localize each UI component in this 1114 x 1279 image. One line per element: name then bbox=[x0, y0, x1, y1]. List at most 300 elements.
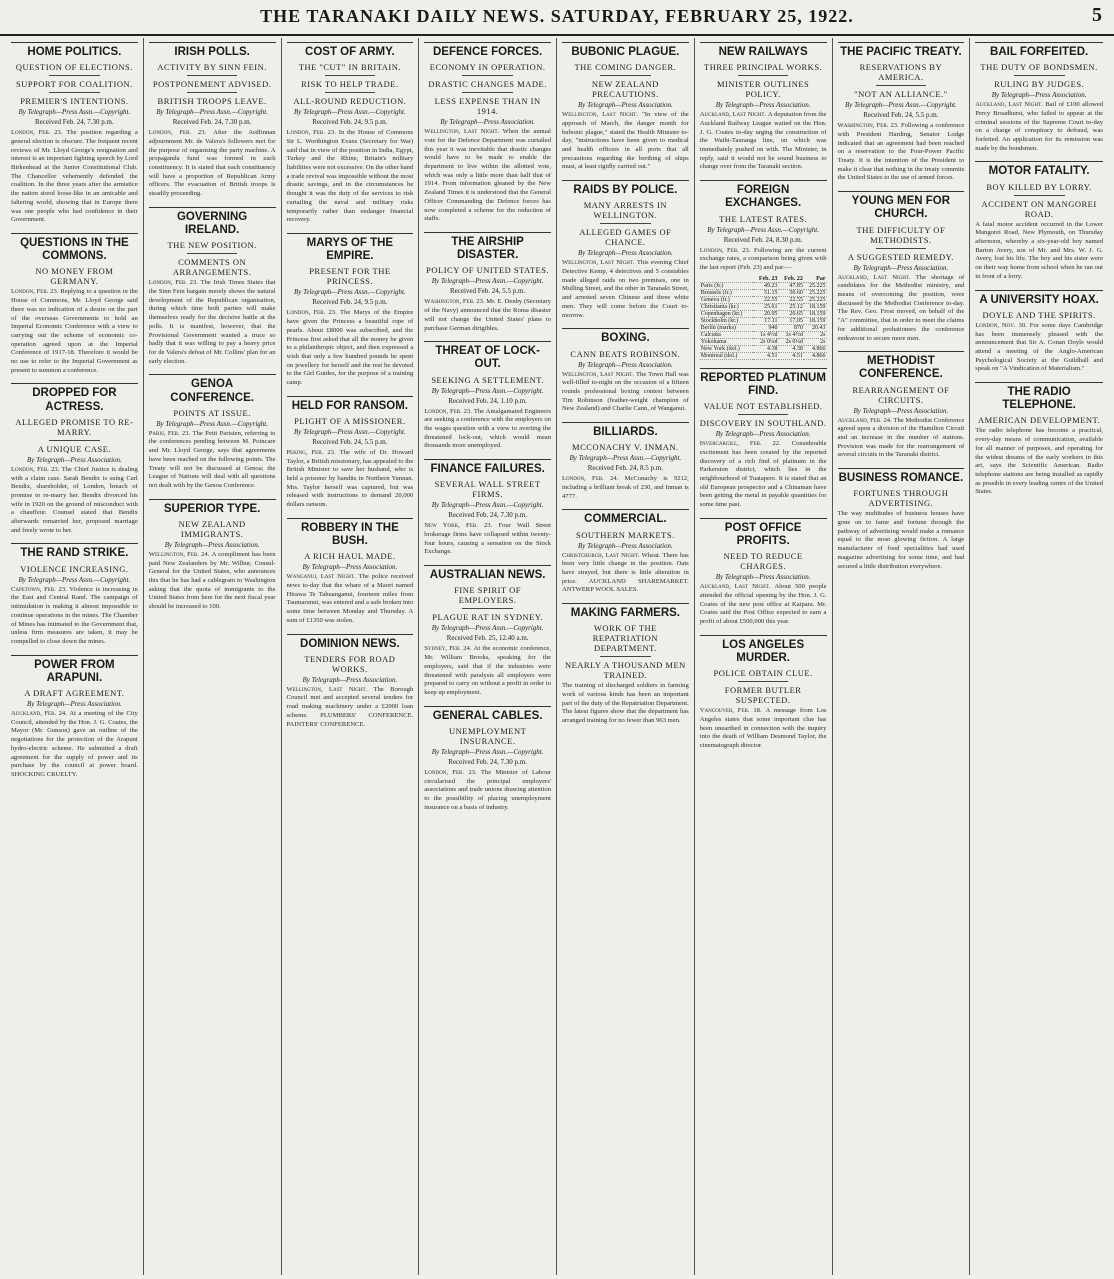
article-received: Received Feb. 24, 7.30 p.m. bbox=[448, 757, 527, 766]
article-body: Wellington, Feb. 24. A compliment has been paid New Zealanders by Mr. Wilbur, Consul-General for the United States, who announces this that he has had a cablegram to Washington asking that the quota of immigrants to the United States from here for the next fiscal year should be increased to 100. bbox=[148, 550, 276, 611]
article-body: London, Feb. 23. The Amalgamated Engineers are seeking a conference with the employers on the wages question with a view to averting the threatened lock-out, which would mean thousands more unemployed. bbox=[424, 407, 551, 450]
article-received: Received Feb. 24, 5.5 p.m. bbox=[450, 287, 526, 296]
column-3 bbox=[282, 38, 420, 1275]
article-subhead: MCCONACHY V. INMAN. bbox=[572, 442, 679, 453]
article-subhead: THE COMING DANGER. bbox=[574, 62, 677, 73]
article-body: Wellington, Last Night. This evening Chief Detective Kemp, 4 detectives and 5 constables made alleged raids on two premises, one in Mulling Street, and the other in Taranaki Street, and arrested seven Chinese and three white men. They will come before the Court to-morrow. bbox=[562, 259, 689, 319]
article-byline: By Telegraph—Press Assn.—Copyright. bbox=[156, 419, 268, 428]
table-header-cell: Par bbox=[804, 276, 827, 283]
table-cell: 2s 0¼d bbox=[779, 338, 804, 345]
article-headline: RAIDS BY POLICE. bbox=[562, 180, 689, 197]
article-subhead: SOUTHERN MARKETS. bbox=[576, 529, 675, 540]
article bbox=[11, 42, 138, 225]
article-subhead: QUESTION OF ELECTIONS. bbox=[15, 62, 133, 73]
article-dateline: Wanganui, Last Night. bbox=[286, 573, 359, 581]
article-dateline: Washington, Feb. 23. bbox=[424, 298, 487, 306]
article-dateline: Wellington, Last Night. bbox=[562, 111, 643, 119]
article-dateline: Capetown, Feb. 23. bbox=[11, 585, 70, 593]
article-subhead: FINE SPIRIT OF EMPLOYERS. bbox=[454, 585, 522, 606]
article-subhead: TENDERS FOR ROAD WORKS. bbox=[304, 653, 396, 674]
article-headline: MOTOR FATALITY. bbox=[975, 161, 1103, 178]
article-headline: THE AIRSHIP DISASTER. bbox=[424, 232, 551, 262]
article-headline: BUBONIC PLAGUE. bbox=[562, 42, 689, 59]
article-body: Wellington, Last Night. The Town Hall was well-filled to-night on the occasion of a fifteen rounds professional boxing contest between Tim Robinson (feather-weight champion of New Zealand) and Charlie Cann, of Wanganui. bbox=[562, 370, 689, 413]
article-subhead: ACTIVITY BY SINN FEIN. bbox=[157, 62, 267, 73]
article-subhead: ALLEGED PROMISE TO RE-MARRY. bbox=[15, 416, 134, 437]
article-subhead: REARRANGEMENT OF CIRCUITS. bbox=[852, 384, 950, 405]
article-subhead: FORTUNES THROUGH ADVERTISING. bbox=[853, 488, 949, 509]
masthead bbox=[0, 0, 1114, 36]
table-row bbox=[700, 352, 827, 359]
article bbox=[562, 422, 689, 501]
article-byline: By Telegraph—Press Assn.—Copyright. bbox=[431, 386, 544, 395]
article-received: Received Feb. 24, 9.5 p.m. bbox=[312, 118, 388, 127]
article-dateline: London, Feb. 23. bbox=[148, 129, 214, 137]
article-dateline: Christchurch, Last Night. bbox=[562, 551, 642, 559]
table-cell: 20.43 bbox=[804, 324, 827, 331]
article-body: Auckland, Last Night. About 500 people attended the official opening by the Hon. J. G. Coates of the new post office at Kaipara. Mr. Coates said the Post Office expected to earn a profit of about £500,000 this year. bbox=[699, 583, 827, 625]
article-body: Wellington, Last Night. "In view of the approach of March, the danger month for bubonic plague," stated the Health Minister to-day, "instructions have been given to medical and health officers in all ports that all precautions regarding the berthing of ships must, at least rigidly carried out." bbox=[562, 111, 689, 171]
article-received: Received Feb. 24, 1.10 p.m. bbox=[448, 396, 527, 405]
article-subhead: THE LATEST RATES. bbox=[719, 213, 808, 224]
article-body: Paris, Feb. 23. The Petit Parisien, referring to the conferences pending between M. Poincare and Mr. Lloyd George, says that agreements have been reached on the following points. The Treaty will not be discussed at Genoa; the League of Nations will deal with all questions not dealt with by the Genoa Conference. bbox=[148, 429, 276, 489]
article-body: Auckland, Feb. 24. At a meeting of the City Council, attended by the Hon. J. G. Coates, the Mayor (Mr. Gunson) gave an outline of the negotiations for the protection of the Arapuni hydro-electric scheme. He submitted a draft agreement for the supply of power and its purchase by the council at power board. SHOCKING CRUELTY. bbox=[11, 710, 138, 778]
article-headline: ROBBERY IN THE BUSH. bbox=[287, 518, 414, 548]
article bbox=[149, 42, 276, 199]
article-dateline: London, Feb. 23. bbox=[11, 288, 61, 296]
article-subhead: FORMER BUTLER SUSPECTED. bbox=[724, 685, 802, 706]
article-body: London, Feb. 23. The position regarding a general election is obscure. The frequent recent reviews of Mr. Lloyd George's resignation and interest is an important fighting speech by Lord Birkenhead at the Junior Constitutional Club. The Chancellor vehemently defended the coalition. In the three years after the armistice the nation stood loose-like in an amicable and faltering world, showing that in Europe there was one people who had confidence in their Government. bbox=[11, 129, 138, 224]
article-headline: YOUNG MEN FOR CHURCH. bbox=[838, 191, 965, 221]
article-subhead: ECONOMY IN OPERATION. bbox=[429, 62, 546, 73]
subhead-divider bbox=[49, 92, 100, 93]
article-body: Auckland, Last Night. The shortage of candidates for the Methodist ministry, and means of overcoming the position, were discussed by the Methodist Conference to-day. The Rev. Geo. Frost moved, on behalf of the "A" committee, that in order to meet the claims for additional probationers the conference endeavour to secure more men. bbox=[837, 273, 965, 342]
article-headline: THE RAND STRIKE. bbox=[11, 543, 138, 560]
column-8 bbox=[970, 38, 1108, 1275]
article-body: London, Feb. 23. After the Ardfinnan adjournment Mr. de Valera's followers met for the purpose of organising the party machine. A propaganda fund was formed in each constituency. It is stated that each constituency will have a proportion of Republican Army officers. The evacuation of British troops is steadily proceeding. bbox=[148, 129, 276, 198]
article-body: Capetown, Feb. 23. Violence is increasing in the East and Central Rand. The campaign of intimidation is making it almost impossible to continue operations in the mines. The Chamber of Mines has intimated to the Government that, unless firm measures are taken, it may be compelled to close down the mines. bbox=[11, 585, 138, 645]
article-subhead: POINTS AT ISSUE. bbox=[173, 407, 251, 418]
article bbox=[562, 180, 689, 320]
article-subhead: THE DUTY OF BONDSMEN. bbox=[980, 62, 1098, 73]
article-headline: FINANCE FAILURES. bbox=[424, 459, 551, 476]
table-cell: 50.60 bbox=[779, 289, 804, 296]
article bbox=[700, 42, 827, 172]
article-byline: By Telegraph—Press Assn.—Copyright. bbox=[294, 108, 406, 117]
table-row bbox=[700, 310, 827, 317]
article-headline: COST OF ARMY. bbox=[287, 42, 414, 59]
article-subhead: AMERICAN DEVELOPMENT. bbox=[977, 415, 1101, 426]
article-subhead: NEED TO REDUCE CHARGES. bbox=[723, 551, 803, 572]
article-subhead: MANY ARRESTS IN WELLINGTON. bbox=[583, 200, 667, 221]
article-subhead: LESS EXPENSE THAN IN 1914. bbox=[434, 96, 541, 117]
article-subhead: A DRAFT AGREEMENT. bbox=[24, 688, 125, 699]
article-body: London, Feb. 24. McConachy is 9212, including a brilliant break of 230, and Inman is 4777. bbox=[562, 475, 689, 500]
article-headline: LOS ANGELES MURDER. bbox=[700, 635, 827, 665]
article-byline: By Telegraph—Press Assn.—Copyright. bbox=[431, 624, 544, 633]
page-number: 5 bbox=[1092, 4, 1102, 26]
article bbox=[11, 233, 138, 375]
subhead-divider bbox=[600, 656, 651, 657]
table-row bbox=[700, 331, 827, 338]
article-byline: By Telegraph—Press Association. bbox=[302, 675, 398, 684]
article-byline: By Telegraph—Press Association. bbox=[577, 360, 673, 369]
article-headline: A UNIVERSITY HOAX. bbox=[975, 290, 1103, 307]
table-cell: Yokohama bbox=[700, 338, 753, 345]
article bbox=[287, 42, 414, 225]
table-cell: 2s bbox=[804, 338, 827, 345]
table-cell: 20.95 bbox=[753, 310, 778, 317]
article-body: London, Feb. 23. The Marys of the Empire have given the Princess a beautiful rope of pearls. About £8000 was subscribed, and the Princess first asked that all the money be given to a philanthropic object, and then expressed a wish that only a few hundred pounds be spent on jewellery for herself and the rest be devoted to the Girl Guides, for the purpose of a training camp. bbox=[286, 309, 414, 387]
article-byline: By Telegraph—Press Association. bbox=[715, 573, 811, 582]
article-body: London, Feb. 23. Following are the current exchange rates, a comparison being given with the last report (Feb. 23) and par:— bbox=[699, 246, 827, 271]
article-headline: BAIL FORFEITED. bbox=[975, 42, 1103, 59]
table-cell: 25.225 bbox=[804, 282, 827, 289]
article-body: Auckland, Last Night. Bail of £100 allowed Percy Broadhurst, who failed to appear at the criminal sessions of the Supreme Court to-day on a charge of conspiracy to defraud, was forfeited. An application for its remission was made by the bondsmen. bbox=[975, 101, 1103, 152]
article-body: The radio telephone has become a practical, every-day means of communication, available for all manner of purposes, and operating for the widest dreams of the early workers in this art, says the Scientific American. Radio telephone stations are being installed as rapidly as possible in every leading centre of the United States. bbox=[975, 427, 1103, 496]
table-row bbox=[700, 317, 827, 324]
subhead-divider bbox=[876, 85, 927, 86]
exchange-rates-table bbox=[700, 276, 827, 360]
article-headline: SUPERIOR TYPE. bbox=[149, 499, 276, 516]
article-dateline: London, Feb. 24. bbox=[562, 475, 625, 483]
table-cell: Copenhagen (kr.) bbox=[700, 310, 753, 317]
article-subhead: ALL-ROUND REDUCTION. bbox=[293, 96, 407, 107]
article bbox=[424, 232, 551, 333]
article-dateline: Washington, Feb. 23. bbox=[837, 122, 901, 130]
table-cell: Berlin (marks) bbox=[700, 324, 753, 331]
subhead-divider bbox=[1014, 195, 1065, 196]
article-dateline: London, Feb. 23. bbox=[286, 129, 339, 137]
column-1 bbox=[6, 38, 144, 1275]
article-headline: METHODIST CONFERENCE. bbox=[838, 351, 965, 381]
article bbox=[11, 543, 138, 646]
article-subhead: RESERVATIONS BY AMERICA. bbox=[859, 62, 943, 83]
article-subhead: PREMIER'S INTENTIONS. bbox=[20, 96, 129, 107]
article-dateline: London, Feb. 23. bbox=[148, 279, 201, 287]
table-header-cell: Feb. 23 bbox=[753, 276, 778, 283]
article-subhead: NO MONEY FROM GERMANY. bbox=[35, 266, 114, 287]
article-byline: By Telegraph—Press Association. bbox=[26, 455, 122, 464]
article bbox=[975, 42, 1103, 153]
table-cell: Brussels (fr.) bbox=[700, 289, 753, 296]
article-subhead: UNEMPLOYMENT INSURANCE. bbox=[448, 725, 527, 746]
article-body: Washington, Feb. 23. Mr. E. Denby (Secretary of the Navy) announced that the Roma disaster will not change the United States' plans to purchase German dirigibles. bbox=[424, 298, 552, 332]
article-subhead: PLAGUE RAT IN SYDNEY. bbox=[432, 612, 544, 623]
article bbox=[287, 396, 414, 510]
subhead-divider bbox=[738, 414, 789, 415]
article-received: Received Feb. 24, 9.5 p.m. bbox=[312, 298, 388, 307]
article-subhead: THE DIFFICULTY OF METHODISTS. bbox=[856, 224, 946, 245]
article-dateline: Wellington, Last Night. bbox=[562, 370, 637, 378]
table-cell: 47.85 bbox=[779, 282, 804, 289]
masthead-title: THE TARANAKI DAILY NEWS. SATURDAY, FEBRUARY 25, 1922. bbox=[260, 6, 854, 26]
table-cell: 870 bbox=[779, 324, 804, 331]
table-row bbox=[700, 324, 827, 331]
article-subhead: A SUGGESTED REMEDY. bbox=[847, 251, 954, 262]
article-subhead: COMMENTS ON ARRANGEMENTS. bbox=[172, 257, 252, 278]
article-body: The way multitudes of business houses have gone on to fame and fortune through the pathway of advertising would make a romance equal to the most glowing fiction. A large manufacturer of food specialities had used magazine advertising for some time, and had secured a little distribution everywhere. bbox=[837, 510, 965, 570]
article-headline: THE RADIO TELEPHONE. bbox=[975, 382, 1103, 412]
subhead-divider bbox=[600, 223, 651, 224]
subhead-divider bbox=[462, 92, 513, 93]
table-cell: 2s 0¼d bbox=[753, 338, 778, 345]
article-headline: DROPPED FOR ACTRESS. bbox=[11, 383, 138, 413]
article-subhead: WORK OF THE REPATRIATION DEPARTMENT. bbox=[592, 623, 658, 654]
article-received: Received Feb. 24, 7.30 p.m. bbox=[448, 511, 527, 520]
article-subhead: THE NEW POSITION. bbox=[167, 240, 257, 251]
article-dateline: London, Feb. 23. bbox=[424, 768, 481, 776]
article-body: London, Feb. 23. In the House of Commons Sir L. Worthington Evans (Secretary for War) said that in view of the position in India, Egypt, Turkey and the Rhine, Britain's military liabilities were not excessive. On the other hand a trade revival was impossible without the most drastic savings, and in the circumstances he thought it was the duty of the services to risk curtailing the naval and military risks temporarily rather than endanger financial recovery. bbox=[286, 129, 414, 224]
table-cell: 4.866 bbox=[804, 345, 827, 352]
subhead-divider bbox=[876, 248, 927, 249]
table-cell: Stockholm (kr.) bbox=[700, 317, 753, 324]
article-byline: By Telegraph—Press Association. bbox=[853, 406, 949, 415]
article bbox=[838, 42, 965, 183]
article bbox=[838, 468, 965, 571]
subhead-divider bbox=[738, 75, 789, 76]
article-headline: THE PACIFIC TREATY. bbox=[838, 42, 965, 59]
article-headline: AUSTRALIAN NEWS. bbox=[424, 565, 551, 582]
subhead-divider bbox=[187, 75, 238, 76]
article-headline: BILLIARDS. bbox=[562, 422, 689, 439]
article-body: London, Feb. 23. The Chief Justice is dealing with a claim case. Sarah Bendix is suing Carl Bendix, shareholder, of London, breach of promise to re-marry her. Bendix divorced his wife in 1920 on the ground of misconduct with a chauffeur. Counsel stated that Bendix afterwards remarried her, proposed marriage and freely wrote to her. bbox=[11, 465, 138, 534]
subhead-divider bbox=[325, 92, 376, 93]
article-byline: By Telegraph—Press Assn.—Copyright. bbox=[156, 108, 268, 117]
article-received: Received Feb. 24, 7.30 p.m. bbox=[172, 118, 252, 127]
article-headline: DOMINION NEWS. bbox=[287, 634, 414, 651]
article-subhead: A RICH HAUL MADE. bbox=[304, 551, 396, 562]
article-byline: By Telegraph—Press Association. bbox=[715, 430, 811, 439]
table-cell: 25.225 bbox=[804, 296, 827, 303]
article-dateline: Auckland, Feb. 24. bbox=[11, 710, 70, 718]
table-row bbox=[700, 282, 827, 289]
article-byline: By Telegraph—Press Association. bbox=[440, 118, 536, 127]
article-body: Auckland, Feb. 24. The Methodist Conference agreed upon a division of the Hamilton Circuit and an increase in the number of stations. Provision was made for the rearrangement of several circuits in the Taranaki district. bbox=[837, 416, 965, 459]
article-subhead: THE "CUT" IN BRITAIN. bbox=[298, 62, 401, 73]
article-dateline: Auckland, Last Night. bbox=[837, 273, 916, 281]
table-cell: 2s bbox=[804, 331, 827, 338]
article-headline: COMMERCIAL. bbox=[562, 509, 689, 526]
column-6 bbox=[695, 38, 833, 1275]
article-dateline: London, Feb. 23. bbox=[699, 246, 755, 254]
article bbox=[287, 634, 414, 730]
article-dateline: London, Feb. 23. bbox=[11, 465, 62, 473]
article-body: Wellington, Last Night. When the annual vote for the Defence Department was curtailed this year it was inevitable that drastic changes would have to be made to enable the department to live within the allotted vote, which was only a little more than half that of 1914. From information gleaned by the New Zealand Times it is understood that the General Officer Commanding the Defence forces has now completed a scheme for the reduction of staffs. bbox=[424, 128, 551, 223]
article-byline: By Telegraph—Press Association. bbox=[991, 91, 1087, 100]
table-cell: 4.38 bbox=[753, 345, 778, 352]
article bbox=[975, 161, 1103, 281]
article-received: Received Feb. 24, 7.30 p.m. bbox=[35, 118, 114, 127]
article-subhead: CANN BEATS ROBINSON. bbox=[570, 348, 681, 359]
article-byline: By Telegraph—Press Association. bbox=[577, 249, 673, 258]
table-cell: 18.159 bbox=[804, 310, 827, 317]
subhead-divider bbox=[187, 92, 238, 93]
article-byline: By Telegraph—Press Association. bbox=[577, 101, 673, 110]
article-subhead: ACCIDENT ON MANGOREI ROAD. bbox=[981, 198, 1097, 219]
article-subhead: NEARLY A THOUSAND MEN TRAINED. bbox=[564, 660, 686, 681]
article-body: Christchurch, Last Night. Wheat. There has been very little change in the position. Oats have strayed, but there is little alteration in price. AUCKLAND SHAREMARKET. ANTWERP WOOL SALES. bbox=[562, 551, 689, 594]
article-subhead: THREE PRINCIPAL WORKS. bbox=[704, 62, 823, 73]
article-subhead: DISCOVERY IN SOUTHLAND. bbox=[699, 418, 827, 429]
article-received: Received Feb. 24, 5.5 p.m. bbox=[312, 437, 388, 446]
article-subhead: DRASTIC CHANGES MADE. bbox=[428, 79, 547, 90]
article-headline: QUESTIONS IN THE COMMONS. bbox=[11, 233, 138, 263]
column-2 bbox=[144, 38, 282, 1275]
subhead-divider bbox=[600, 75, 651, 76]
article-headline: MAKING FARMERS. bbox=[562, 603, 689, 620]
article-headline: BOXING. bbox=[562, 328, 689, 345]
article-subhead: VIOLENCE INCREASING. bbox=[20, 563, 129, 574]
table-cell: Paris (fr.) bbox=[700, 282, 753, 289]
article-body: The training of discharged soldiers in farming work of various kinds has been an important part of the duty of the Repatriation Department. The latest figures show that the department has arranged training for no fewer than 963 men. bbox=[562, 682, 689, 725]
article-received: Received Feb. 24, 8.5 p.m. bbox=[587, 464, 663, 473]
article-byline: By Telegraph—Press Assn.—Copyright. bbox=[18, 108, 131, 117]
article-headline: NEW RAILWAYS bbox=[700, 42, 827, 59]
article-headline: POWER FROM ARAPUNI. bbox=[11, 655, 138, 685]
article-body: A fatal motor accident occurred in the Lower Mangorei Road, New Plymouth, on Thursday afternoon, whereby a six-year-old boy named Barton Avery, son of Mr. and Mrs. W. J. G. Avery, lost his life. The boy and his sister were on their way home from school when he ran out in front of a lorry. bbox=[975, 220, 1103, 280]
table-cell: 49.23 bbox=[753, 282, 778, 289]
table-header-cell: Feb. 22 bbox=[779, 276, 804, 283]
article-received: Received Feb. 24, 5.5 p.m. bbox=[863, 111, 939, 120]
article-subhead: A UNIQUE CASE. bbox=[37, 443, 112, 454]
article-headline: MARYS OF THE EMPIRE. bbox=[287, 233, 414, 263]
article-headline: DEFENCE FORCES. bbox=[424, 42, 551, 59]
article-byline: By Telegraph—Press Assn.—Copyright. bbox=[431, 747, 544, 756]
article bbox=[11, 655, 138, 780]
table-cell: Montreal (dol.) bbox=[700, 352, 753, 359]
table-cell: 1s 4½d bbox=[779, 331, 804, 338]
article-headline: GENERAL CABLES. bbox=[424, 706, 551, 723]
article-dateline: London, Nov. 30. bbox=[975, 321, 1030, 329]
subhead-divider bbox=[462, 75, 513, 76]
article-dateline: Auckland, Last Night. bbox=[699, 583, 775, 591]
article-headline: POST OFFICE PROFITS. bbox=[700, 518, 827, 548]
article bbox=[700, 635, 827, 751]
article-dateline: Wellington, Last Night. bbox=[286, 685, 374, 693]
article bbox=[700, 368, 827, 510]
table-cell: 25.61 bbox=[753, 303, 778, 310]
article bbox=[562, 603, 689, 726]
article-subhead: NEW ZEALAND PRECAUTIONS. bbox=[591, 79, 659, 100]
article-dateline: Invercargill, Feb. 22. bbox=[699, 440, 792, 448]
article-received: Received Feb. 25, 12.40 a.m. bbox=[446, 634, 529, 643]
article-body: London, Feb. 23. The Minister of Labour circularised the principal employers' associations and trade unions drawing attention to the possibility of placing unemployment insurance on a basis of industry. bbox=[424, 768, 552, 811]
article-received: Received Feb. 24, 8.30 p.m. bbox=[723, 235, 803, 244]
article bbox=[424, 459, 551, 557]
article-subhead: POLICE OBTAIN CLUE. bbox=[713, 668, 813, 679]
article bbox=[838, 351, 965, 460]
article bbox=[562, 328, 689, 414]
article-headline: BUSINESS ROMANCE. bbox=[838, 468, 965, 485]
column-5 bbox=[557, 38, 695, 1275]
article-byline: By Telegraph—Press Association. bbox=[26, 700, 122, 709]
article bbox=[149, 207, 276, 366]
article-subhead: MINISTER OUTLINES POLICY. bbox=[716, 79, 810, 100]
article-byline: By Telegraph—Press Assn.—Copyright. bbox=[294, 288, 406, 297]
article-headline: GOVERNING IRELAND. bbox=[149, 207, 276, 237]
table-cell: Calcutta bbox=[700, 331, 753, 338]
article-subhead: SUPPORT FOR COALITION. bbox=[15, 79, 133, 90]
article-dateline: London, Feb. 23. bbox=[286, 309, 341, 317]
article-dateline: Wellington, Feb. 24. bbox=[148, 550, 212, 558]
article-byline: By Telegraph—Press Assn.—Copyright. bbox=[18, 575, 131, 584]
table-cell: 4.51 bbox=[753, 352, 778, 359]
article bbox=[287, 233, 414, 388]
column-4 bbox=[419, 38, 557, 1275]
table-cell: 22.55 bbox=[779, 296, 804, 303]
article-subhead: POLICY OF UNITED STATES. bbox=[426, 265, 550, 276]
table-cell: 4.38 bbox=[779, 345, 804, 352]
article-dateline: Peking, Feb. 23. bbox=[286, 448, 340, 456]
article-body: Vancouver, Feb. 18. A message from Los Angeles states that some important clue has been unearthed in connection with the inquiry into the death of William Desmond Taylor, the cinematograph director. bbox=[699, 707, 827, 749]
table-row bbox=[700, 303, 827, 310]
article-subhead: RULING BY JUDGES. bbox=[994, 79, 1085, 90]
article-subhead: VALUE NOT ESTABLISHED. bbox=[703, 401, 823, 412]
article-dateline: Vancouver, Feb. 18. bbox=[699, 707, 766, 715]
subhead-divider bbox=[462, 608, 513, 609]
article-headline: HOME POLITICS. bbox=[11, 42, 138, 59]
article-byline: By Telegraph—Press Assn.—Copyright. bbox=[431, 501, 544, 510]
article-dateline: Auckland, Last Night. bbox=[975, 101, 1046, 109]
subhead-divider bbox=[738, 681, 789, 682]
table-row bbox=[700, 345, 827, 352]
article-headline: FOREIGN EXCHANGES. bbox=[700, 180, 827, 210]
table-cell: 4.866 bbox=[804, 352, 827, 359]
article bbox=[424, 42, 551, 224]
article-subhead: RISK TO HELP TRADE. bbox=[301, 79, 399, 90]
subhead-divider bbox=[49, 75, 100, 76]
article-body: London, Nov. 30. For some days Cambridge has been immensely pleased with the announcement that Sir A. Conan Doyle would attend a meeting of the Anglo-American Psychological Society at the Guildhall and speak on "A Vindication of Materialism." bbox=[975, 321, 1103, 373]
article-byline: By Telegraph—Press Association. bbox=[853, 263, 949, 272]
article-dateline: Wellington, Last Night. bbox=[424, 128, 503, 136]
article-headline: REPORTED PLATINUM FIND. bbox=[700, 368, 827, 398]
table-cell: 18.159 bbox=[804, 303, 827, 310]
article-body: New York, Feb. 23. Four Wall Street brokerage firms have collapsed within twenty-four hours, causing a sensation on the Stock Exchange. bbox=[424, 522, 551, 556]
article-byline: By Telegraph—Press Association. bbox=[164, 540, 260, 549]
article bbox=[424, 341, 551, 451]
article-subhead: "NOT AN ALLIANCE." bbox=[854, 89, 948, 100]
table-cell: Christiania (kr.) bbox=[700, 303, 753, 310]
table-row bbox=[700, 289, 827, 296]
article-dateline: Wellington, Last Night. bbox=[562, 259, 637, 267]
article-body: Peking, Feb. 23. The wife of Dr. Howard Taylor, a British missionary, has appealed to the British Minister to save her husband, who is held a prisoner by bandits in Northern Yunnan. Mrs. Taylor herself was captured, but was released with instructions to demand 20,000 dollars ransom. bbox=[286, 448, 414, 509]
article-body: Invercargill, Feb. 22. Considerable excitement has been created by the reported discovery of a rich find of platinum in the Parkerston district, which lies in the neighbourhood of Tuatapere. It is stated that an old European prospector and a Chinaman have been getting the metal in payable quantities for some time past. bbox=[699, 440, 827, 509]
article bbox=[149, 499, 276, 612]
table-cell: Geneva (fr.) bbox=[700, 296, 753, 303]
article bbox=[287, 518, 414, 626]
article-subhead: SEEKING A SETTLEMENT. bbox=[431, 374, 544, 385]
article-subhead: ALLEGED GAMES OF CHANCE. bbox=[579, 227, 672, 248]
article-subhead: NEW ZEALAND IMMIGRANTS. bbox=[178, 518, 246, 539]
article-dateline: London, Feb. 23. bbox=[424, 407, 474, 415]
article-headline: GENOA CONFERENCE. bbox=[149, 374, 276, 404]
article-dateline: Auckland, Feb. 24. bbox=[837, 416, 894, 424]
article-body: Sydney, Feb. 24. At the economic conference, Mr. William Brooks, speaking for the employers, said that if the industries were threatened with paralysis all employers were prepared to carry on without a profit in order to keep up employment. bbox=[424, 645, 551, 696]
table-cell: 17.05 bbox=[779, 317, 804, 324]
article-dateline: Auckland, Last Night. bbox=[699, 111, 768, 119]
article-dateline: Paris, Feb. 23. bbox=[148, 429, 193, 437]
table-cell: 51.15 bbox=[753, 289, 778, 296]
subhead-divider bbox=[1014, 75, 1065, 76]
columns-container bbox=[6, 38, 1108, 1275]
article-byline: By Telegraph—Press Assn.—Copyright. bbox=[845, 101, 957, 110]
table-row bbox=[700, 296, 827, 303]
article bbox=[149, 374, 276, 490]
table-cell: 25.225 bbox=[804, 289, 827, 296]
article-byline: By Telegraph—Press Association. bbox=[715, 101, 811, 110]
article-dateline: Sydney, Feb. 24. bbox=[424, 645, 474, 653]
